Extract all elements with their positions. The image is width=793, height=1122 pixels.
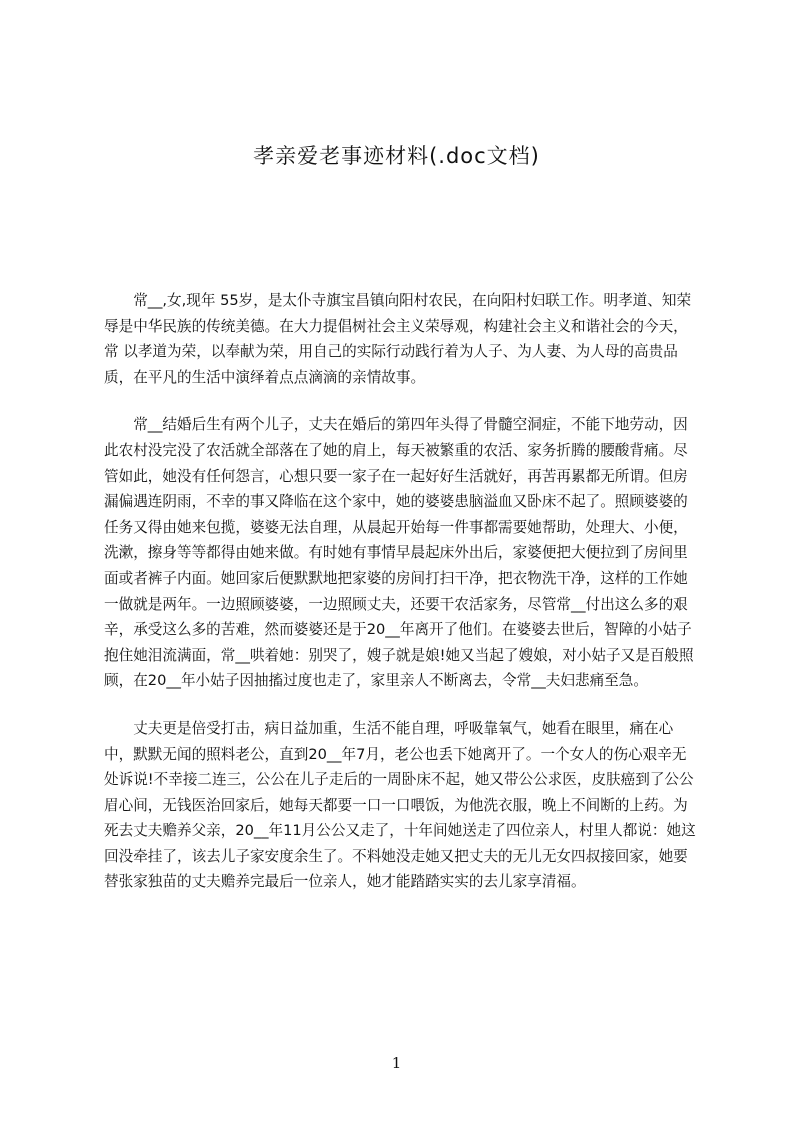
paragraph-husband: 丈夫更是倍受打击，病日益加重，生活不能自理，呼吸靠氧气，她看在眼里，痛在心中，默默无闻的照料老公，直到20__年7月，老公也丢下她离开了。一个女人的伤心艰辛无处诉说!不幸接二连三，公公在儿子走后的一周卧床不起，她又带公公求医，皮肤癌到了公公眉心间，无钱医治回家后，她每天都要一口一口喂饭，为他洗衣服，晚上不间断的上药。为死去丈夫赡养父亲，20__年11月公公又走了，十年间她送走了四位亲人，村里人都说：她这回没牵挂了，该去儿子家安度余生了。不料她没走她又把丈夫的无儿无女四叔接回家，她要替张家独苗的丈夫赡养完最后一位亲人，她才能踏踏实实的去儿家享清福。 bbox=[104, 719, 696, 891]
page-title: 孝亲爱老事迹材料(.doc文档) bbox=[253, 144, 540, 168]
paragraph-intro: 常__,女,现年 55岁，是太仆寺旗宝昌镇向阳村农民，在向阳村妇联工作。明孝道、知荣辱是中华民族的传统美德。在大力提倡树社会主义荣辱观，构建社会主义和谐社会的今天，常 以孝道为荣，以奉献为荣，用自己的实际行动践行着为人子、为人妻、为人母的高贵品质，在平凡的生活中演绎着点点滴滴的亲情故事。 bbox=[104, 292, 692, 386]
paragraph-marriage: 常__结婚后生有两个儿子，丈夫在婚后的第四年头得了骨髓空洞症，不能下地劳动，因此农村没完没了农活就全部落在了她的肩上，每天被繁重的农活、家务折腾的腰酸背痛。尽管如此，她没有任何怨言，心想只要一家子在一起好好生活就好，再苦再累都无所谓。但房漏偏遇连阴雨，不幸的事又降临在这个家中，她的婆婆患脑溢血又卧床不起了。照顾婆婆的任务又得由她来包揽，婆婆无法自理，从晨起开始每一件事都需要她帮助，处理大、小便，洗漱，擦身等等都得由她来做。有时她有事情早晨起床外出后，家婆便把大便拉到了房间里面或者裤子内面。她回家后便默默地把家婆的房间打扫干净，把衣物洗干净，这样的工作她一做就是两年。一边照顾婆婆，一边照顾丈夫，还要干农活家务，尽管常__付出这么多的艰辛，承受这么多的苦难，然而婆婆还是于20__年离开了他们。在婆婆去世后，智障的小姑子抱住她泪流满面，常__哄着她：别哭了，嫂子就是娘!她又当起了嫂娘，对小姑子又是百般照顾，在20__年小姑子因抽搐过度也走了，家里亲人不断离去，令常__夫妇悲痛至急。 bbox=[104, 416, 694, 690]
page-number: 1 bbox=[391, 1054, 402, 1072]
document-body bbox=[104, 288, 696, 917]
